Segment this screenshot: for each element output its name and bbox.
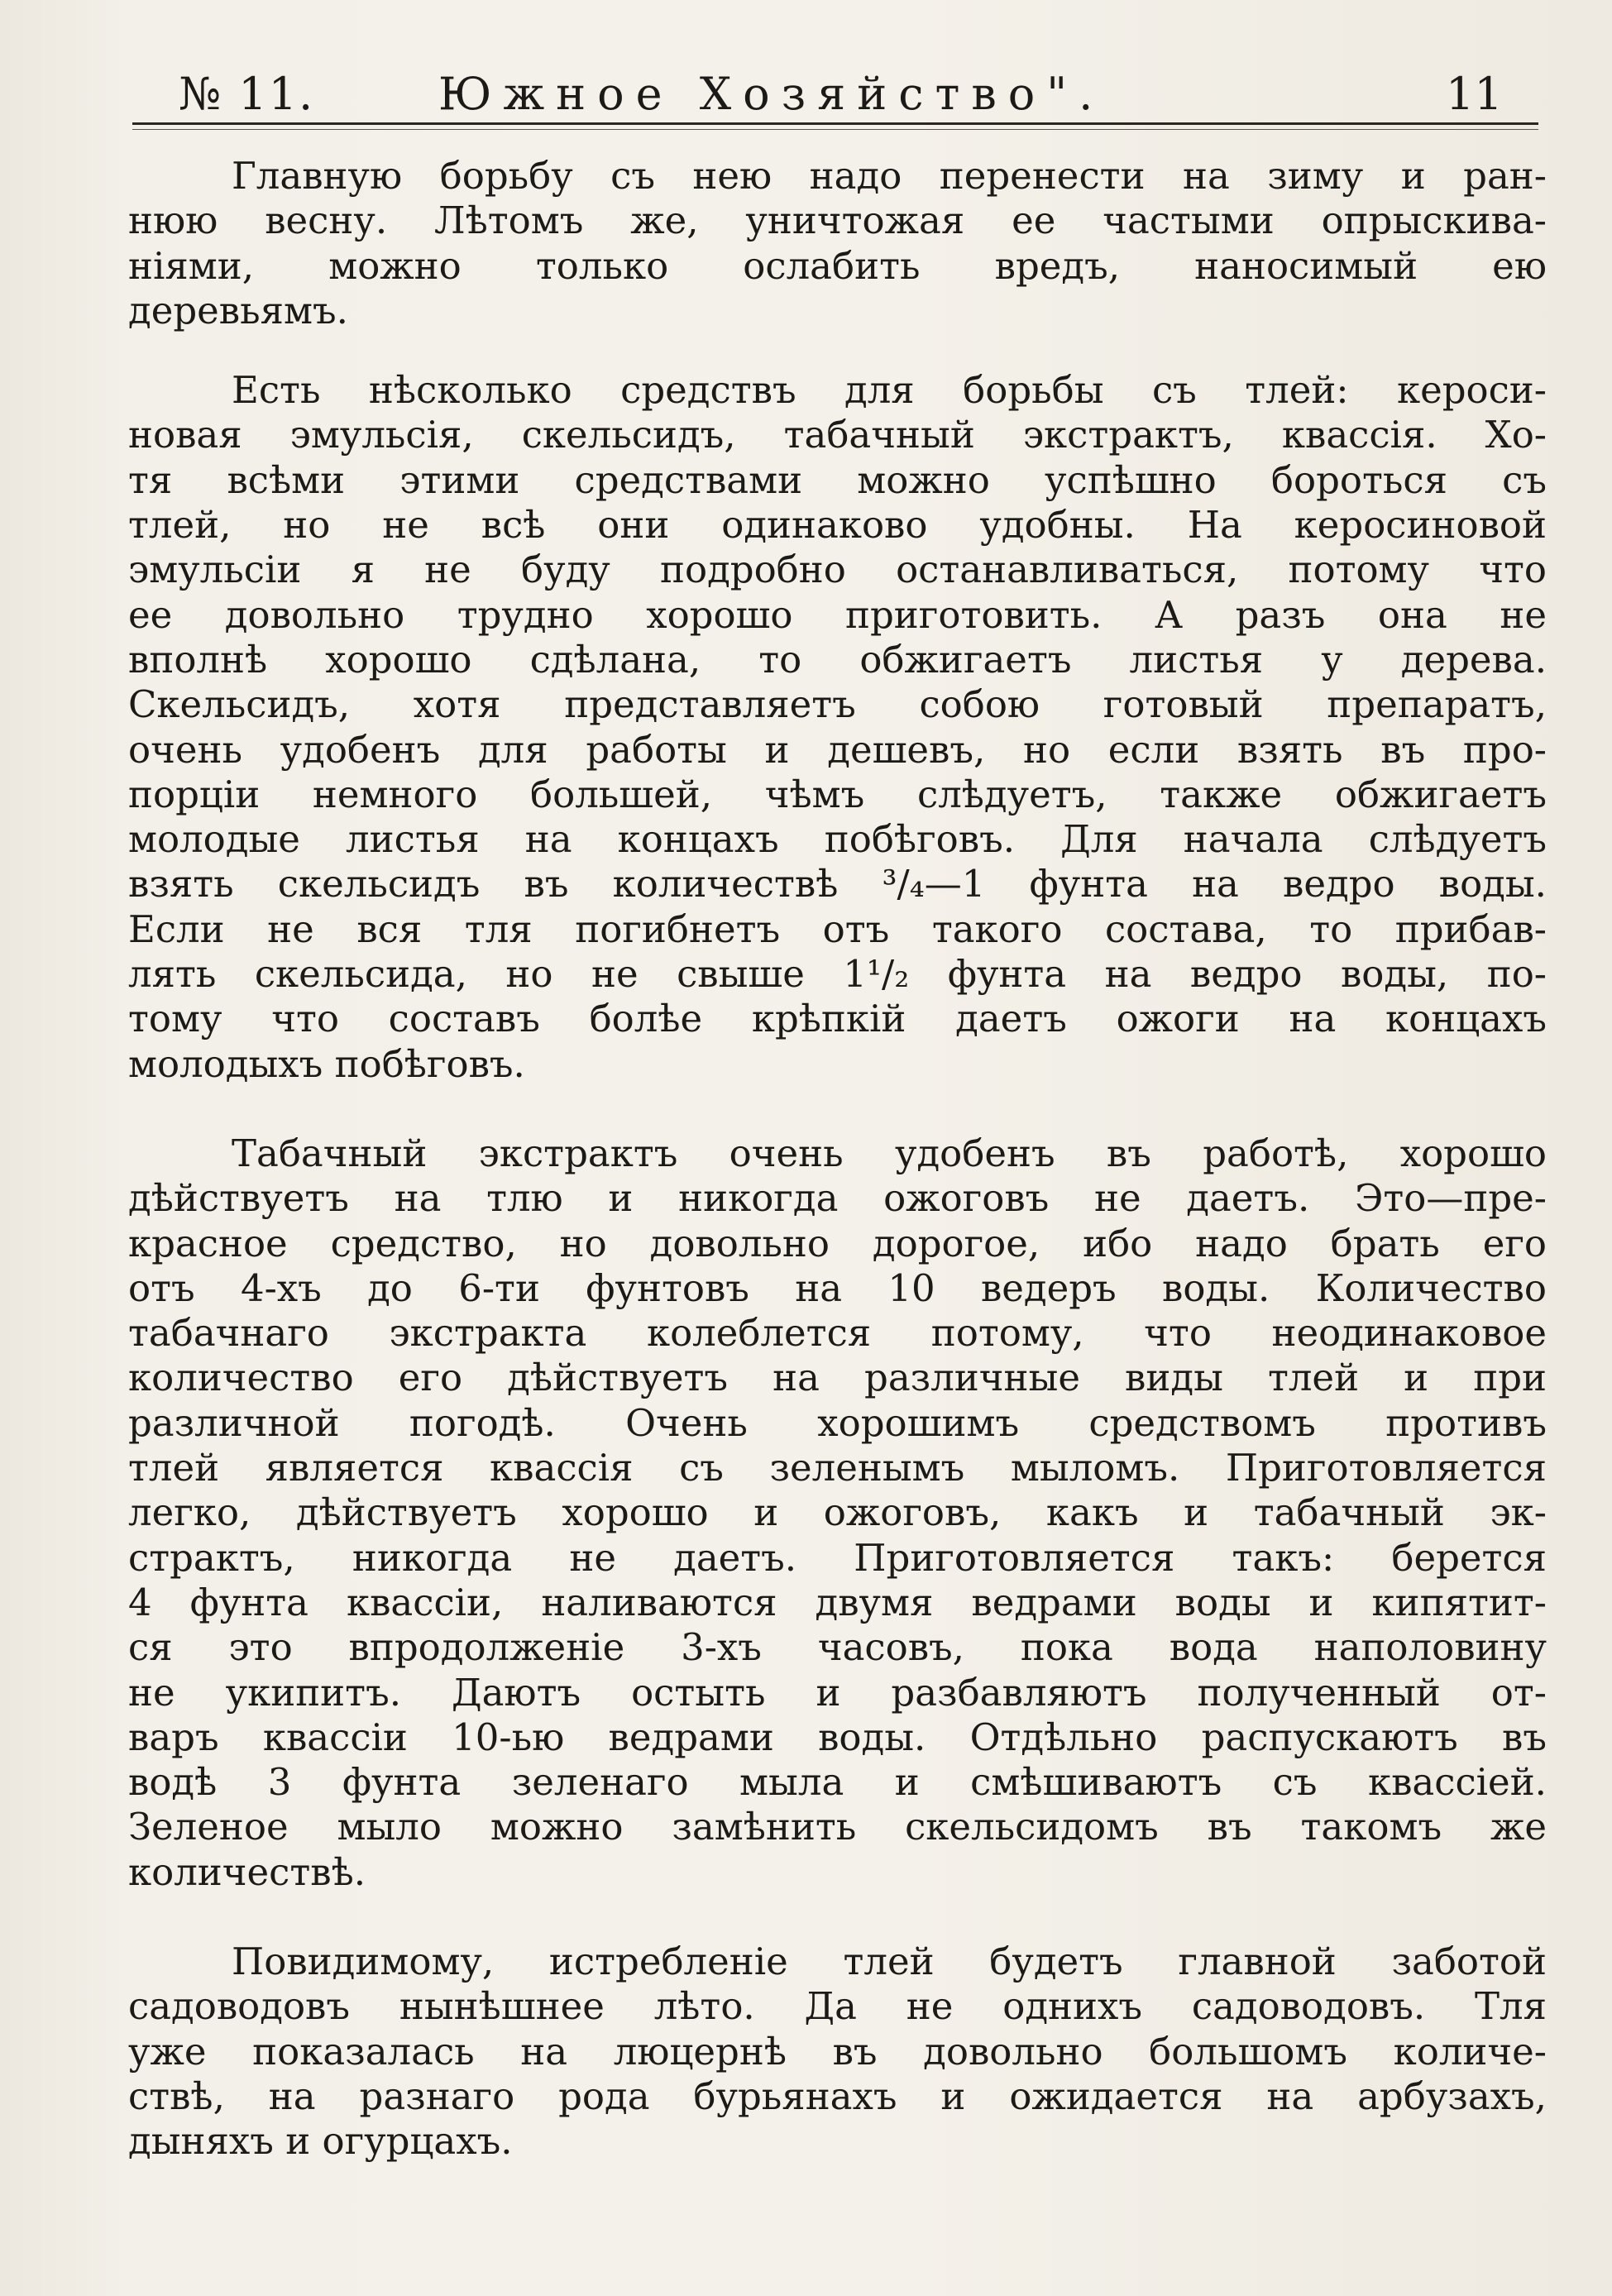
text-line: страктъ, никогда не даетъ. Приготовляется такъ: берется — [128, 1535, 1547, 1580]
text-line: садоводовъ нынѣшнее лѣто. Да не однихъ садоводовъ. Тля — [128, 1984, 1547, 2029]
text-line: количество его дѣйствуетъ на различные виды тлей и при — [128, 1356, 1547, 1400]
paragraph-gap — [128, 333, 1547, 368]
text-line: Скельсидъ, хотя представляетъ собою готовый препаратъ, — [128, 682, 1547, 727]
paragraph-2 — [128, 368, 1547, 1087]
text-line: тя всѣми этими средствами можно успѣшно бороться съ — [128, 457, 1547, 502]
text-line: эмульсіи я не буду подробно останавливаться, потому что — [128, 548, 1547, 592]
text-line: Табачный экстрактъ очень удобенъ въ работѣ, хорошо — [232, 1131, 1547, 1175]
text-line: ствѣ, на разнаго рода бурьянахъ и ожидается на арбузахъ, — [128, 2074, 1547, 2118]
text-line: ся это впродолженіе 3-хъ часовъ, пока вода наполовину — [128, 1625, 1547, 1670]
text-line: порціи немного большей, чѣмъ слѣдуетъ, также обжигаетъ — [128, 772, 1547, 816]
paragraph-gap — [128, 1087, 1547, 1131]
text-line: различной погодѣ. Очень хорошимъ средствомъ противъ — [128, 1400, 1547, 1445]
text-line: деревьямъ. — [128, 288, 348, 332]
text-line: табачнаго экстракта колеблется потому, что неодинаковое — [128, 1311, 1547, 1356]
text-line: отъ 4-хъ до 6-ти фунтовъ на 10 ведеръ воды. Количество — [128, 1265, 1547, 1310]
page-number: 11 — [1446, 68, 1503, 120]
issue-number: № 11. — [179, 68, 315, 120]
text-line: дыняхъ и огурцахъ. — [128, 2119, 513, 2164]
text-line: нюю весну. Лѣтомъ же, уничтожая ее частыми опрыскива- — [128, 199, 1547, 243]
text-line: тому что составъ болѣе крѣпкій даетъ ожоги на концахъ — [128, 997, 1547, 1041]
text-line: варъ квассіи 10-ью ведрами воды. Отдѣльно распускаютъ въ — [128, 1715, 1547, 1759]
article-body — [128, 154, 1547, 2164]
paragraph-gap — [128, 1895, 1547, 1940]
paragraph-1 — [128, 154, 1547, 333]
text-line: молодые листья на концахъ побѣговъ. Для начала слѣдуетъ — [128, 817, 1547, 862]
text-line: дѣйствуетъ на тлю и никогда ожоговъ не даетъ. Это—пре- — [128, 1176, 1547, 1221]
text-line: Есть нѣсколько средствъ для борьбы съ тлей: кероси- — [232, 368, 1547, 413]
header-rule — [132, 122, 1538, 125]
header-rule-thin — [132, 129, 1538, 130]
paragraph-4 — [128, 1940, 1547, 2164]
text-line: легко, дѣйствуетъ хорошо и ожоговъ, какъ и табачный эк- — [128, 1490, 1547, 1535]
text-line: уже показалась на люцернѣ въ довольно большомъ количе- — [128, 2029, 1547, 2074]
text-line: лять скельсида, но не свыше 1¹/₂ фунта на ведро воды, по- — [128, 952, 1547, 997]
text-line: ніями, можно только ослабить вредъ, наносимый ею — [128, 243, 1547, 288]
text-line: Если не вся тля погибнетъ отъ такого состава, то прибав- — [128, 906, 1547, 951]
text-line: 4 фунта квассіи, наливаются двумя ведрами воды и кипятит- — [128, 1580, 1547, 1624]
text-line: Повидимому, истребленіе тлей будетъ главной заботой — [232, 1939, 1547, 1983]
text-line: новая эмульсія, скельсидъ, табачный экстрактъ, квассія. Хо- — [128, 413, 1547, 457]
text-line: взять скельсидъ въ количествѣ ³/₄—1 фунта на ведро воды. — [128, 862, 1547, 906]
text-line: тлей является квассія съ зеленымъ мыломъ. Приготовляется — [128, 1446, 1547, 1490]
journal-title: Южное Хозяйство". — [438, 68, 1105, 120]
text-line: не укипитъ. Даютъ остыть и разбавляютъ полученный от- — [128, 1670, 1547, 1715]
text-line: красное средство, но довольно дорогое, ибо надо брать его — [128, 1221, 1547, 1265]
text-line: количествѣ. — [128, 1849, 366, 1894]
running-header — [132, 60, 1538, 126]
text-line: водѣ 3 фунта зеленаго мыла и смѣшиваютъ съ квассіей. — [128, 1760, 1547, 1805]
text-line: Зеленое мыло можно замѣнить скельсидомъ въ такомъ же — [128, 1805, 1547, 1849]
text-line: ее довольно трудно хорошо приготовить. А разъ она не — [128, 592, 1547, 637]
paragraph-3 — [128, 1131, 1547, 1895]
text-line: тлей, но не всѣ они одинаково удобны. На керосиновой — [128, 503, 1547, 548]
text-line: молодыхъ побѣговъ. — [128, 1041, 525, 1086]
text-line: очень удобенъ для работы и дешевъ, но если взять въ про- — [128, 727, 1547, 772]
text-line: Главную борьбу съ нею надо перенести на зиму и ран- — [232, 154, 1547, 198]
text-line: вполнѣ хорошо сдѣлана, то обжигаетъ листья у дерева. — [128, 637, 1547, 682]
